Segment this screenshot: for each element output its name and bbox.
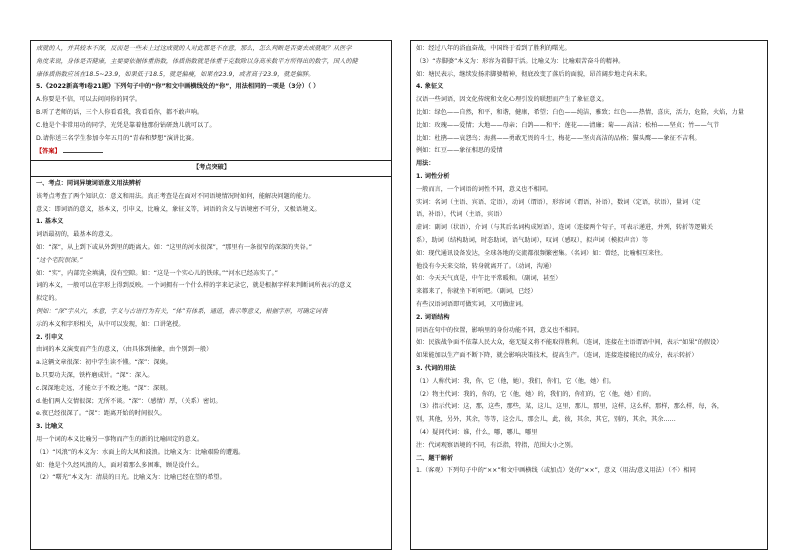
- body-line: e.夜已经很深了。“深”：距离开始的时间很久。: [36, 410, 166, 418]
- body-line: 如：民族战争面不依靠人民大众，毫无疑义将不能取得胜利。（连词，连接在主语谓语中间，表示“如果”的假设）: [416, 339, 723, 347]
- body-line: 如：“实”，内部完全填满，没有空隙。如：“这是一个实心儿的铁球。”“河水已经冻实了。”: [36, 269, 278, 277]
- body-line: 1.（客观）下列句子中的“××”和文中画横线（或加点）处的“××”，意义（用法/意义用法）（不）相同: [416, 467, 696, 475]
- body-line: 示的本义和字形相关，从中可以发现，如：口讲笔授。: [36, 320, 185, 328]
- body-line: 该考点考查了两个知识点：意义和用法。真正考查是在面对不同语境情况时如何，能解决问题的能力。: [36, 192, 315, 200]
- body-line: 词语最初的，最基本的意义。: [36, 231, 117, 239]
- body-line: 比如：绿色——自然，和平，和谐，健康，希望；白色——纯洁，雅致；红色——热情，喜庆，活力，危险，火焰，力量: [416, 109, 744, 116]
- section-heading: 3. 代词的用法: [416, 365, 456, 372]
- body-line: （1）“风浪”的本义为：水面上的大风和波浪。比喻义为：比喻艰险的遭遇。: [36, 448, 245, 456]
- section-heading: 一、考点：同词异境词语意义用法辨析: [36, 180, 142, 187]
- body-line: （1）人称代词：我，你，它（他，她），我们，你们，它（他，她）们。: [416, 377, 615, 385]
- answer-blank: [63, 146, 103, 153]
- body-line: （3）“赤脚婆”本义为：形容为着脚干活。比喻义为：比喻艰苦奋斗的精神。: [416, 57, 625, 65]
- section-heading: 2. 引申义: [36, 333, 64, 341]
- body-line: b.只要功夫深，铁杵磨成针。“深”：深入。: [36, 372, 154, 379]
- section-heading: 4. 象征义: [416, 83, 444, 91]
- intro-line: 康体质指数应该在18.5~23.9，如果低于18.5，就是偏瘦，如果在23.9，或者高于23.9，就是偏胖。: [36, 70, 315, 78]
- body-line: 一般而言，一个词语的词性不同，意义也不相同。: [416, 185, 553, 193]
- body-line: 他没有今天来交给，转身就离开了。（动词，沟通）: [416, 262, 556, 270]
- question-option: B.听了老师的话，三个人你看看我，我看看你，都不敢声响。: [36, 109, 204, 116]
- body-line: 别，其他，另外，其余，等等，这会儿，那会儿，此，彼，其余，其它，别的，其余，其余……: [416, 416, 676, 424]
- question-option: D.请你送三名学生参加今年五月的“青春和梦想”演讲比赛。: [36, 134, 198, 142]
- body-line: 如：塘民表示，继续发扬赤脚婆精神，彻底改变了落后的面貌，昂首阔步地走向未来。: [416, 70, 652, 78]
- body-line: 实词：名词（主语、宾语、定语），动词（谓语），形容词（谓语，补语），数词（定语，状语），量词（定: [416, 198, 701, 206]
- section-heading: 用法：: [416, 160, 435, 168]
- answer-label: 【答案】: [36, 146, 387, 156]
- body-line: （4）疑问代词：谁，什么，哪，哪儿，哪里: [416, 429, 538, 436]
- body-line: 如：经过八年的浴血奋战，中国终于看到了胜利的曙光。: [416, 45, 571, 52]
- body-line: 用一个词的本义比喻另一事物而产生的新的比喻固定的意义。: [36, 436, 204, 443]
- body-line: 如果能加以生产面不断下降，就会影响决策技术，提高生产。（连词，连接连接能民的成分，表示转折）: [416, 352, 698, 360]
- right-column: [410, 40, 768, 550]
- section-heading: 2. 词语结构: [416, 313, 450, 321]
- body-line: d.他们两人交情很深；无所不谈。“深”：（感情）厚，（关系）密切。: [36, 397, 222, 405]
- body-line: a.这辆文章很深：初中学生读不懂。“深”：深奥。: [36, 359, 172, 367]
- body-line: 如：今天天气真是，中午比平常暖和。（副词，甚至）: [416, 275, 562, 283]
- intro-line: 成就的人，并其较本不深，反而是一些未上过这成就的人对此都是不在意，那么，怎么判断是否要去成就呢？从医学: [36, 45, 352, 52]
- body-line: 有些汉语词语即可做实词，又可做虚词。: [416, 301, 528, 308]
- body-line: 如：现代通讯设备发达，全球各地的交流都很频繁密集。（名词）如：曾经，比喻相互来往。: [416, 249, 667, 257]
- body-line: 语，补语），代词（主语，宾语）: [416, 211, 506, 219]
- body-line: 同语在句中的位置，影响里的身份功能不同，意义也不相同。: [416, 326, 584, 334]
- body-line: 如：“深”，从上到下或从外到里的距离大。如：“这里的河水很深”，“那里有一条很窄的深深的夹谷。”: [36, 244, 313, 251]
- section-heading: 1. 基本义: [36, 218, 64, 226]
- body-line: （2）物主代词：我的，你的，它（他，她）的，我们的，你们的，它（他，她）们的。: [416, 390, 656, 398]
- body-line: （2）“曙光”本义为：清晨的日光。比喻义为：比喻已经在望的希望。: [36, 474, 226, 482]
- body-line: （3）指示代词：这，那，这些，那些，某，这儿，这里，那儿，那里，这样，这么样，那样，那么样，每，各，: [416, 403, 724, 411]
- section-heading: 3. 比喻义: [36, 423, 64, 431]
- body-line: 系），助词（结构助词，时态助词，语气助词），叹词（感叹），拟声词（模拟声音）等: [416, 237, 649, 244]
- question-stem: 5.《2022新高考Ⅰ卷21题》下列句子中的“你”和文中画横线处的“你”，用法相同的一项是（3分）（ ）: [36, 83, 320, 91]
- left-column: [30, 40, 392, 550]
- section-title: 【考点突破】: [192, 164, 231, 172]
- body-line: 例如：红豆——象征相思的爱情: [416, 147, 503, 155]
- question-option: A.你要是不信，可以去问问你的同学。: [36, 96, 142, 104]
- intro-line: 角度来说，身体是否健康，主要要依据体重指数，体质指数就是体重千克数除以身高米数平方所得出的数字，国人的健: [36, 57, 358, 65]
- body-line: 词的本义，一般可以在字形上得到反映。一个词拥有一个什么样的字来记录它，就是根据字样来判断词所表示的意义: [36, 282, 352, 290]
- body-line: 注：代词观察语境的不同，有泛指，特指，范围大小之别。: [416, 441, 577, 449]
- section-heading: 二、题干解析: [416, 454, 454, 462]
- body-line: “这个宅院很深。”: [36, 256, 83, 264]
- body-line: 汉语一些词语，因文化传统和文化心理引发的联想而产生了象征意义。: [416, 96, 608, 104]
- body-line: 来都来了，你就坐下听听吧。（副词，已经）: [416, 288, 537, 296]
- question-option: C.他是个非常用功的同学，光凭是靠着他那份钻研劲儿就可以了。: [36, 121, 216, 129]
- body-line: 例如：“深”字从穴，本意，字义与古语行为有关，“体”有体系，通道，表示等意义，根据字形，可确定词表: [36, 308, 328, 315]
- section-heading: 1. 词性分析: [416, 173, 450, 180]
- body-line: 比如：玫瑰——爱情；大地——母亲；白鸽——和平；莲花——清廉；菊——高洁；松柏——坚贞；竹——气节: [416, 121, 720, 129]
- body-line: c.深深地走远，才能立于不败之地。“深”：深刻。: [36, 384, 172, 392]
- body-line: 如：他是个久经风浪的人，面对着那么多困难，顾是没什么。: [36, 461, 204, 469]
- section-divider-top: [31, 160, 391, 161]
- body-line: 比如：杜鹃——哀怨鸟；海燕——勇敢无畏的斗士，梅花——坚贞高洁的品格；猫头鹰——象征不吉利。: [416, 134, 701, 142]
- body-line: 虚词：副词（状语），介词（与其后名词构成短语），连词（连接两个句子，可表示递进，并列，转折等逻辑关: [416, 224, 713, 232]
- section-divider-bottom: [31, 176, 391, 177]
- body-line: 拟定的。: [36, 295, 61, 303]
- body-line: 意义：即词语的意义，基本义，引申义，比喻义，象征义等，词语的含义与语境密不可分，又极语境义。: [36, 205, 321, 213]
- body-line: 由词的本义演变而产生的意义，（由具体到抽象，由个别到一般）: [36, 346, 213, 354]
